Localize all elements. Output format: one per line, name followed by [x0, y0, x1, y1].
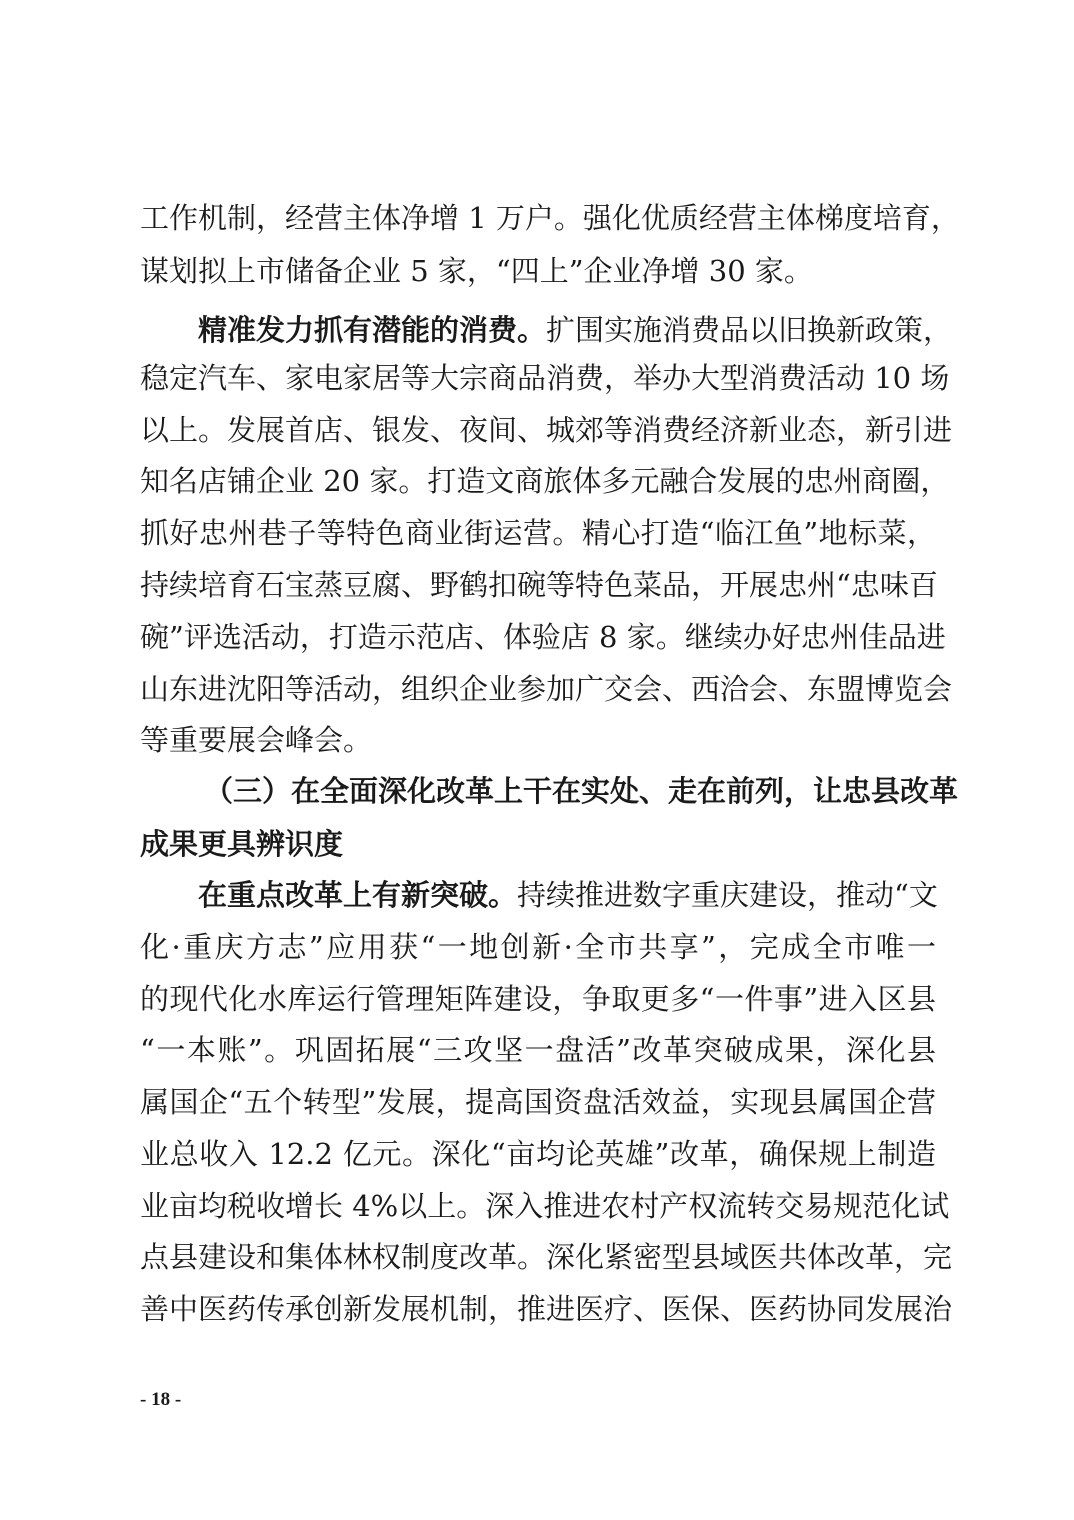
text-line: 工作机制，经营主体净增 1 万户。强化优质经营主体梯度培育，: [140, 201, 960, 235]
text-line: 善中医药传承创新发展机制，推进医疗、医保、医药协同发展治: [140, 1292, 953, 1326]
text-line: 属国企“五个转型”发展，提高国资盘活效益，实现县属国企营: [140, 1085, 936, 1119]
text-line: 的现代化水库运行管理矩阵建设，争取更多“一件事”进入区县: [140, 982, 936, 1016]
paragraph-lead-line: [198, 310, 953, 350]
text-line: 业总收入 12.2 亿元。深化“亩均论英雄”改革，确保规上制造: [140, 1137, 936, 1171]
text-line: 等重要展会峰会。: [140, 723, 373, 757]
paragraph-lead-line: [198, 875, 936, 915]
text-line: 点县建设和集体林权制度改革。深化紧密型县域医共体改革，完: [140, 1240, 953, 1274]
text-line: 化·重庆方志”应用获“一地创新·全市共享”，完成全市唯一: [140, 930, 936, 964]
text-span: 扩围实施消费品以旧换新政策，: [546, 313, 953, 347]
text-line: 谋划拟上市储备企业 5 家，“四上”企业净增 30 家。: [140, 254, 813, 288]
paragraph-lead: 在重点改革上有新突破。: [198, 878, 518, 912]
section-heading: （三）在全面深化改革上干在实处、走在前列，让忠县改革: [204, 774, 959, 808]
text-line: 碗”评选活动，打造示范店、体验店 8 家。继续办好忠州佳品进: [140, 620, 946, 654]
text-line: 持续培育石宝蒸豆腐、野鹤扣碗等特色菜品，开展忠州“忠味百: [140, 568, 938, 602]
text-line: 业亩均税收增长 4%以上。深入推进农村产权流转交易规范化试: [140, 1189, 950, 1223]
text-line: 山东进沈阳等活动，组织企业参加广交会、西洽会、东盟博览会: [140, 672, 953, 706]
text-line: “一本账”。巩固拓展“三攻坚一盘活”改革突破成果，深化县: [140, 1033, 936, 1067]
text-span: 持续推进数字重庆建设，推动“文: [517, 878, 938, 912]
page-number: - 18 -: [140, 1389, 182, 1410]
text-line: 稳定汽车、家电家居等大宗商品消费，举办大型消费活动 10 场: [140, 361, 950, 395]
section-heading-continued: 成果更具辨识度: [140, 827, 344, 861]
paragraph-lead: 精准发力抓有潜能的消费。: [198, 313, 547, 347]
text-line: 知名店铺企业 20 家。打造文商旅体多元融合发展的忠州商圈，: [140, 464, 950, 498]
text-line: 抓好忠州巷子等特色商业街运营。精心打造“临江鱼”地标菜，: [140, 516, 936, 550]
text-line: 以上。发展首店、银发、夜间、城郊等消费经济新业态，新引进: [140, 413, 953, 447]
